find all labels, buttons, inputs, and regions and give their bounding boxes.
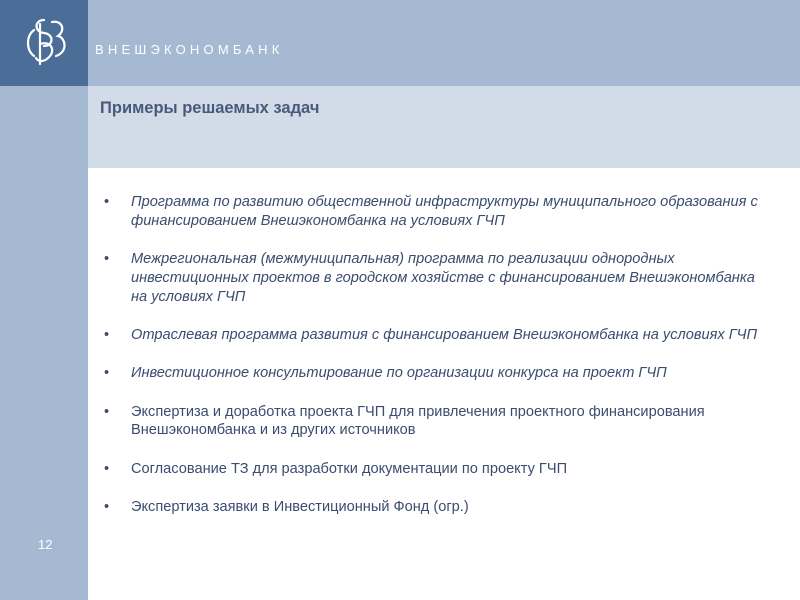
brand-name: ВНЕШЭКОНОМБАНК [95,42,284,57]
task-list [104,193,764,536]
left-sidebar-strip [0,86,88,600]
list-item [104,250,764,306]
logo-block [0,0,88,86]
list-item-text: Инвестиционное консультирование по организации конкурса на проект ГЧП [131,365,667,382]
list-item [104,364,764,383]
veb-monogram-logo-icon [0,0,88,86]
bullet-icon: • [104,460,110,477]
list-item-text: Межрегиональная (межмуниципальная) программа по реализации однородных инвестиционных проектов в городском хозяйстве с финансированием Внешэкономбанка на условиях ГЧП [131,251,755,305]
slide-title: Примеры решаемых задач [100,99,320,117]
bullet-icon: • [104,251,110,268]
bullet-icon: • [104,326,110,343]
list-item [104,403,764,441]
list-item-text: Согласование ТЗ для разработки документации по проекту ГЧП [131,460,568,477]
list-item [104,460,764,479]
list-item-text: Программа по развитию общественной инфраструктуры муниципального образования с финансированием Внешэкономбанка на условиях ГЧП [131,194,758,229]
list-item [104,326,764,345]
list-item [104,193,764,231]
list-item [104,498,764,517]
bullet-icon: • [104,403,110,420]
page-number: 12 [38,537,53,552]
bullet-icon: • [104,498,110,515]
list-item-text: Экспертиза заявки в Инвестиционный Фонд (огр.) [131,498,469,515]
bullet-icon: • [104,365,110,382]
list-item-text: Экспертиза и доработка проекта ГЧП для привлечения проектного финансирования Внешэкономбанка и из других источников [131,403,705,439]
list-item-text: Отраслевая программа развития с финансированием Внешэкономбанка на условиях ГЧП [131,326,758,343]
bullet-icon: • [104,194,110,210]
